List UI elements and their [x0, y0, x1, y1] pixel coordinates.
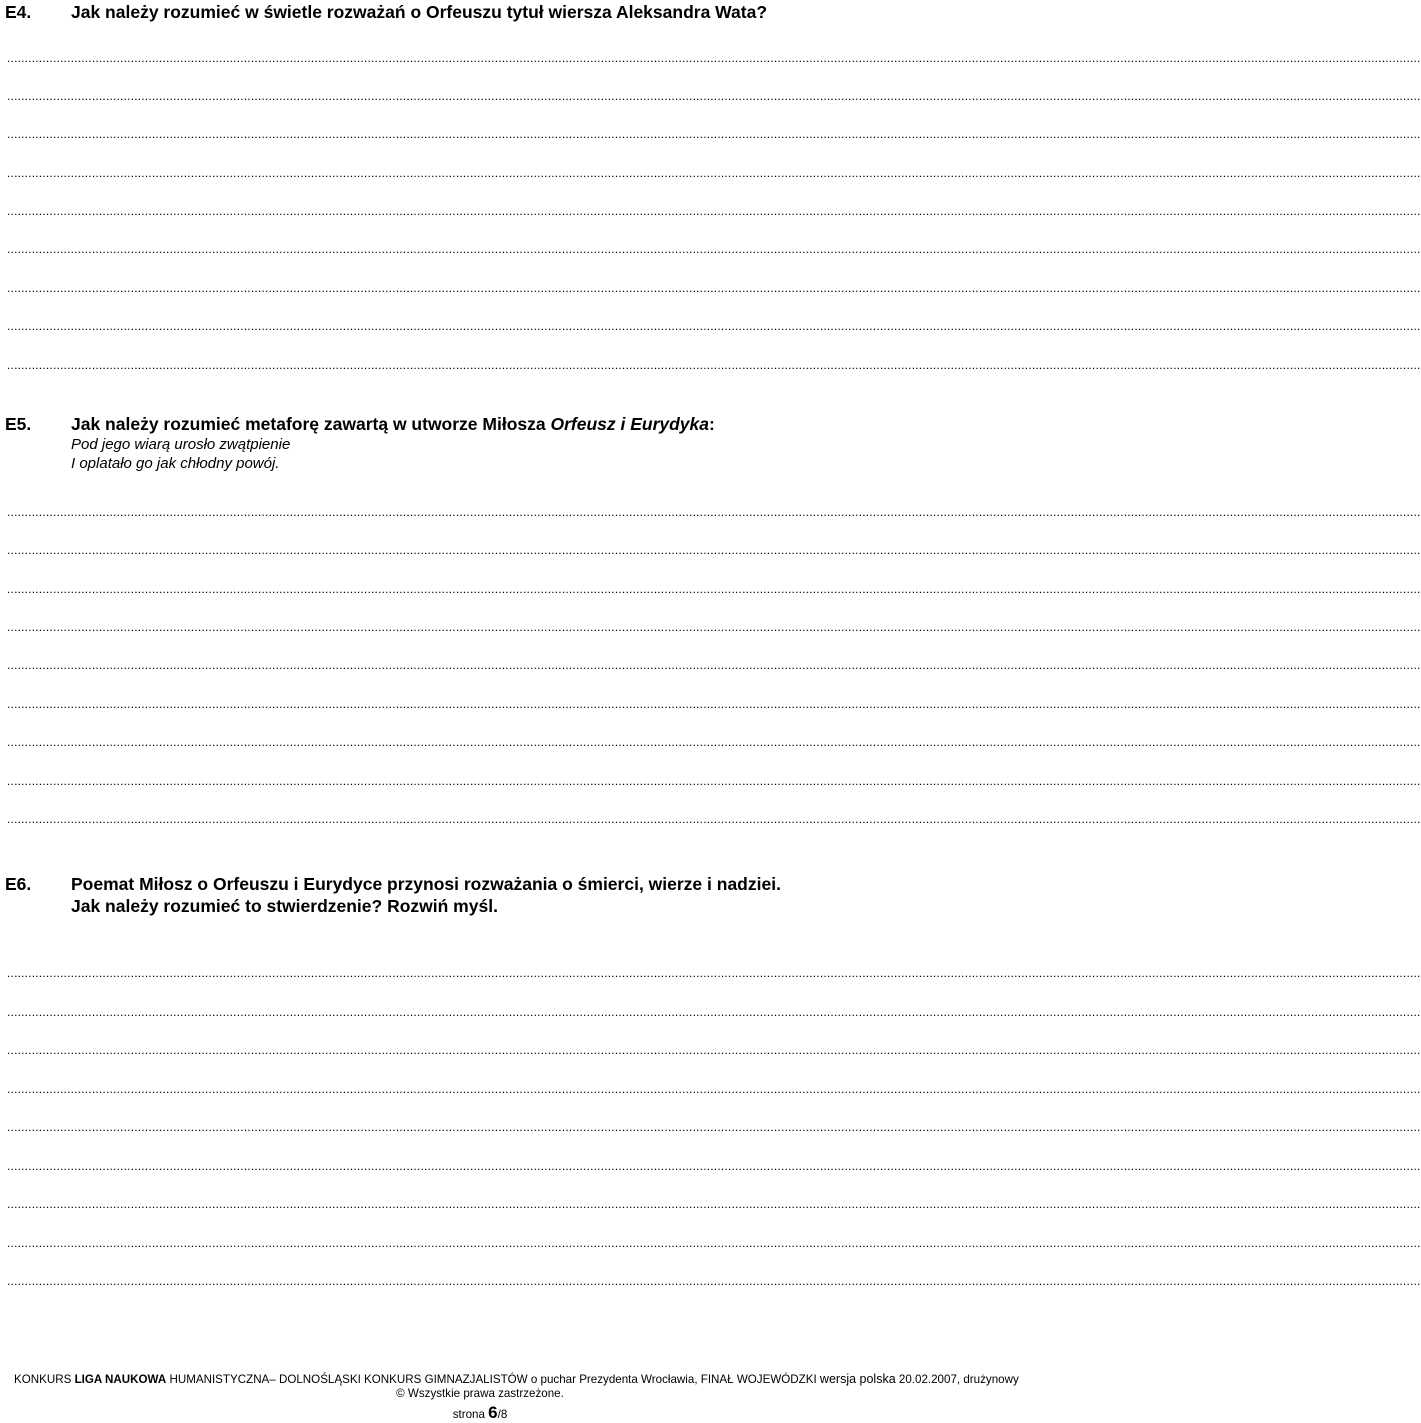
question-number: E6.	[5, 874, 32, 894]
answer-line: ................................................................................................................................................................................................................................................................................................................................................................................................................	[7, 543, 1421, 557]
question-number: E4.	[5, 2, 32, 22]
page-number: strona 6/8	[452, 1403, 508, 1422]
answer-line: ................................................................................................................................................................................................................................................................................................................................................................................................................	[7, 812, 1421, 826]
answer-line: ................................................................................................................................................................................................................................................................................................................................................................................................................	[7, 697, 1421, 711]
answer-line: ................................................................................................................................................................................................................................................................................................................................................................................................................	[7, 358, 1421, 372]
answer-line: ................................................................................................................................................................................................................................................................................................................................................................................................................	[7, 319, 1421, 333]
answer-line: ................................................................................................................................................................................................................................................................................................................................................................................................................	[7, 1120, 1421, 1134]
answer-line: ................................................................................................................................................................................................................................................................................................................................................................................................................	[7, 774, 1421, 788]
question-text: Jak należy rozumieć w świetle rozważań o Orfeuszu tytuł wiersza Aleksandra Wata?	[71, 2, 768, 22]
answer-line: ................................................................................................................................................................................................................................................................................................................................................................................................................	[7, 89, 1421, 103]
answer-line: ................................................................................................................................................................................................................................................................................................................................................................................................................	[7, 1159, 1421, 1173]
answer-line: ................................................................................................................................................................................................................................................................................................................................................................................................................	[7, 166, 1421, 180]
answer-line: ................................................................................................................................................................................................................................................................................................................................................................................................................	[7, 1082, 1421, 1096]
answer-line: ................................................................................................................................................................................................................................................................................................................................................................................................................	[7, 658, 1421, 672]
answer-line: ................................................................................................................................................................................................................................................................................................................................................................................................................	[7, 1005, 1421, 1019]
answer-line: ................................................................................................................................................................................................................................................................................................................................................................................................................	[7, 204, 1421, 218]
work-title: Orfeusz i Eurydyka	[550, 414, 710, 434]
answer-line: ................................................................................................................................................................................................................................................................................................................................................................................................................	[7, 1236, 1421, 1250]
answer-line: ................................................................................................................................................................................................................................................................................................................................................................................................................	[7, 620, 1421, 634]
answer-line: ................................................................................................................................................................................................................................................................................................................................................................................................................	[7, 1043, 1421, 1057]
footer-contest-info: KONKURS LIGA NAUKOWA HUMANISTYCZNA– DOLNOŚLĄSKI KONKURS GIMNAZJALISTÓW o puchar Prezydenta Wrocławia, FINAŁ WOJEWÓDZKI wersja polska 20.02.2007, drużynowy	[14, 1372, 1019, 1386]
answer-line: ................................................................................................................................................................................................................................................................................................................................................................................................................	[7, 1197, 1421, 1211]
answer-line: ................................................................................................................................................................................................................................................................................................................................................................................................................	[7, 281, 1421, 295]
question-number: E5.	[5, 414, 32, 434]
quote-line: Pod jego wiarą urosło zwątpienie	[71, 436, 291, 453]
answer-line: ................................................................................................................................................................................................................................................................................................................................................................................................................	[7, 735, 1421, 749]
answer-line: ................................................................................................................................................................................................................................................................................................................................................................................................................	[7, 582, 1421, 596]
answer-line: ................................................................................................................................................................................................................................................................................................................................................................................................................	[7, 505, 1421, 519]
quote-line: I oplatało go jak chłodny powój.	[71, 455, 280, 472]
answer-line: ................................................................................................................................................................................................................................................................................................................................................................................................................	[7, 127, 1421, 141]
question-text: Poemat Miłosz o Orfeuszu i Eurydyce przynosi rozważania o śmierci, wierze i nadziei.	[71, 874, 781, 894]
answer-line: ................................................................................................................................................................................................................................................................................................................................................................................................................	[7, 51, 1421, 65]
footer-copyright: © Wszystkie prawa zastrzeżone.	[396, 1387, 564, 1400]
answer-line: ................................................................................................................................................................................................................................................................................................................................................................................................................	[7, 966, 1421, 980]
question-text: Jak należy rozumieć metaforę zawartą w utworze Miłosza Orfeusz i Eurydyka:	[71, 414, 715, 434]
question-text: Jak należy rozumieć to stwierdzenie? Rozwiń myśl.	[71, 896, 498, 916]
answer-line: ................................................................................................................................................................................................................................................................................................................................................................................................................	[7, 242, 1421, 256]
answer-line: ................................................................................................................................................................................................................................................................................................................................................................................................................	[7, 1274, 1421, 1288]
